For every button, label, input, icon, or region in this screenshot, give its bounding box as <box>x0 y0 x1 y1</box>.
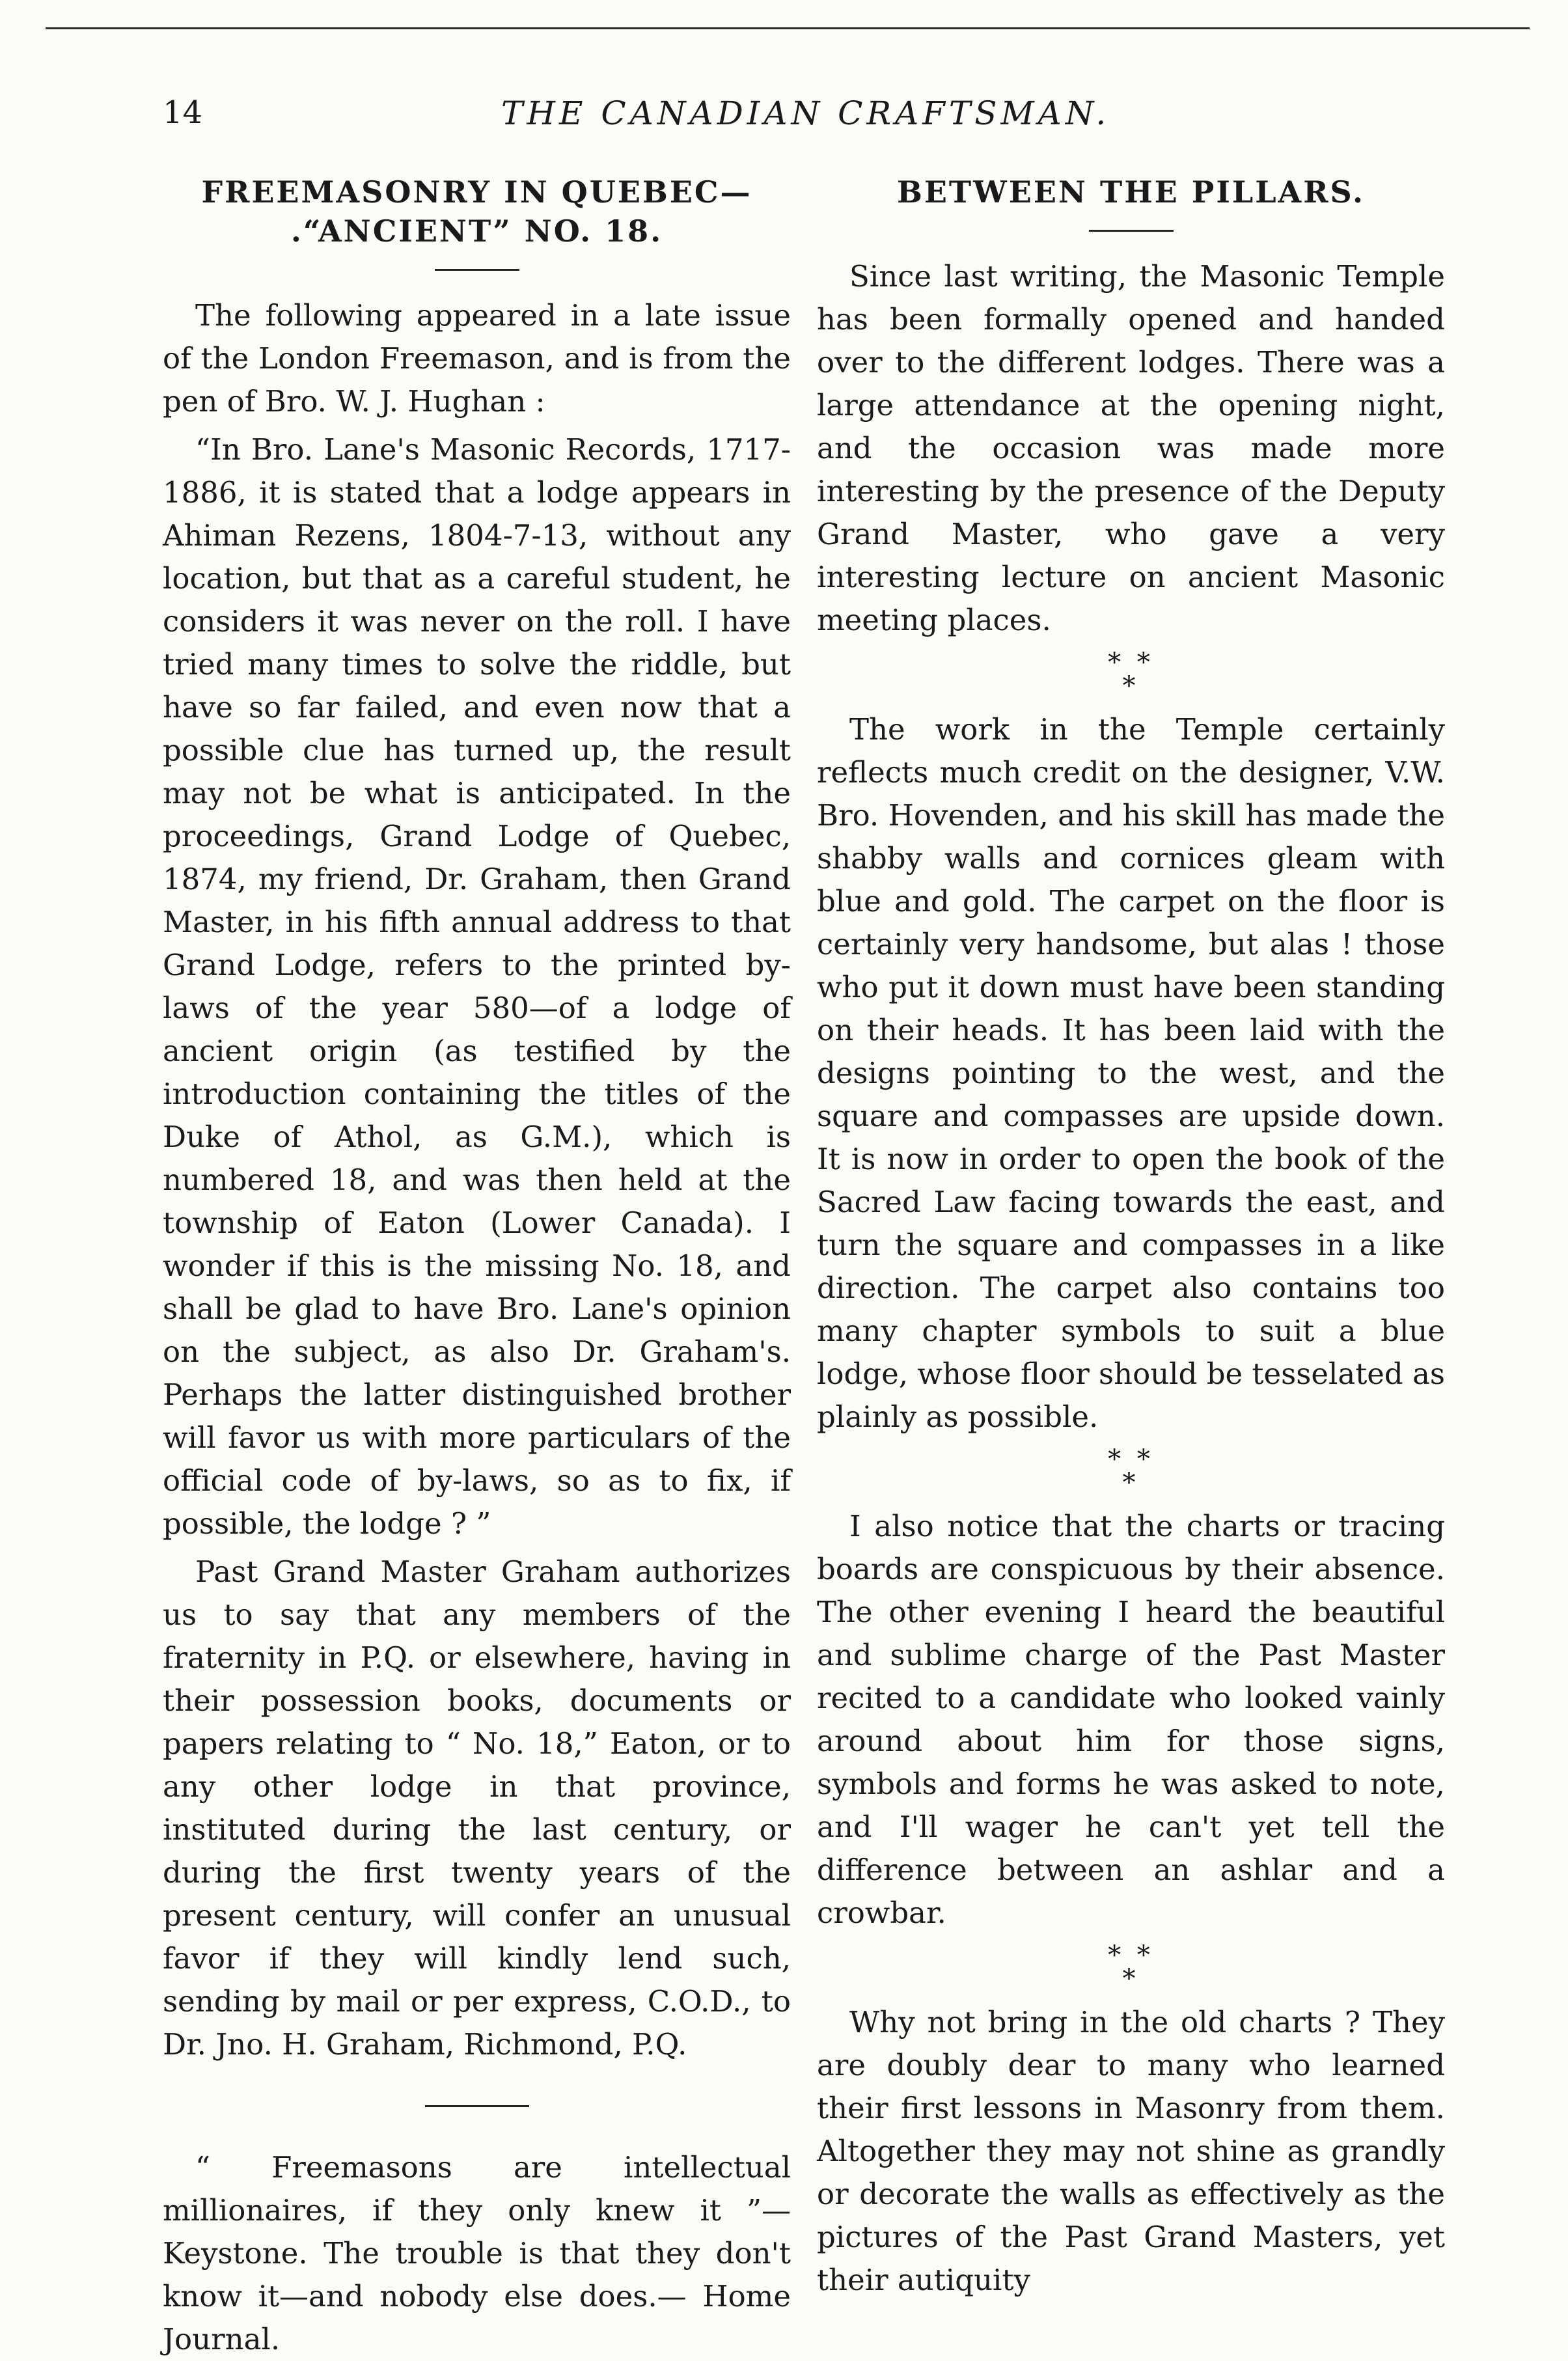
headline-rule <box>435 269 519 271</box>
article-headline-quebec <box>163 173 791 251</box>
right-column <box>817 173 1445 2302</box>
asterism-divider: * * * <box>1108 1444 1154 1498</box>
page-header <box>163 94 1465 146</box>
asterism-divider: * * * <box>1108 648 1154 701</box>
top-rule <box>46 27 1530 29</box>
old-charts-paragraph: Why not bring in the old charts ? They are doubly dear to many who learned their first lessons in Masonry from them. Altogether they may not shine as grandly or decorate the walls as effectively as the pictures of the Past Grand Masters, yet their autiquity <box>817 2005 1445 2297</box>
temple-paragraph: Since last writing, the Masonic Temple has been formally opened and handed over to the different lodges. There was a large attendance at the opening night, and the occasion was made more interesting by the presence of the Deputy Grand Master, who gave a very interesting lecture on ancient Masonic meeting places. <box>817 259 1445 637</box>
section-rule <box>425 2105 529 2107</box>
left-column <box>163 173 791 2361</box>
headline-rule <box>1089 230 1174 232</box>
page-number: 14 <box>163 94 203 131</box>
carpet-paragraph: The work in the Temple certainly reflects much credit on the designer, V.W. Bro. Hovenden, and his skill has made the shabby walls and cornices gleam with blue and gold. The carpet on the floor is certainly very handsome, but alas ! those who put it down must have been standing on their heads. It has been laid with the designs pointing to the west, and the square and compasses are upside down. It is now in order to open the book of the Sacred Law facing towards the east, and turn the square and compasses in a like direction. The carpet also contains too many chapter symbols to suit a blue lodge, whose floor should be tesselated as plainly as possible. <box>817 712 1445 1434</box>
article-headline-pillars: BETWEEN THE PILLARS. <box>896 174 1366 210</box>
keystone-quote: “ Freemasons are intellectual millionaires, if they only knew it ”—Keystone. The trouble is that they don't know it—and nobody else does.— Home Journal. <box>163 2150 791 2356</box>
asterism-divider: * * * <box>1108 1940 1154 1994</box>
graham-paragraph: Past Grand Master Graham authorizes us to say that any members of the fraternity in P.Q. or elsewhere, having in their possession books, documents or papers relating to “ No. 18,” Eaton, or to any other lodge in that province, instituted during the last century, or during the first twenty years of the present century, will confer an unusual favor if they will kindly lend such, sending by mail or per express, C.O.D., to Dr. Jno. H. Graham, Richmond, P.Q. <box>163 1554 791 2062</box>
publication-title: THE CANADIAN CRAFTSMAN. <box>501 94 1110 132</box>
hughan-quote-paragraph: “In Bro. Lane's Masonic Records, 1717-1886, it is stated that a lodge appears in Ahiman Rezens, 1804-7-13, without any location, but that as a careful student, he considers it was never on the roll. I have tried many times to solve the riddle, but have so far failed, and even now that a possible clue has turned up, the result may not be what is anticipated. In the proceedings, Grand Lodge of Quebec, 1874, my friend, Dr. Graham, then Grand Master, in his fifth annual address to that Grand Lodge, refers to the printed by-laws of the year 580—of a lodge of ancient origin (as testified by the introduction containing the titles of the Duke of Athol, as G.M.), which is numbered 18, and was then held at the township of Eaton (Lower Canada). I wonder if this is the missing No. 18, and shall be glad to have Bro. Lane's opinion on the subject, as also Dr. Graham's. Perhaps the latter distinguished brother will favor us with more particulars of the official code of by-laws, so as to fix, if possible, the lodge ? ” <box>163 432 791 1541</box>
headline-line-1: FREEMASONRY IN QUEBEC— <box>201 174 752 210</box>
tracing-boards-paragraph: I also notice that the charts or tracing boards are conspicuous by their absence. The other evening I heard the beautiful and sublime charge of the Past Master recited to a candidate who looked vainly around about him for those signs, symbols and forms he was asked to note, and I'll wager he can't yet tell the difference between an ashlar and a crowbar. <box>817 1509 1445 1930</box>
intro-paragraph: The following appeared in a late issue of the London Freemason, and is from the pen of Bro. W. J. Hughan : <box>163 298 791 419</box>
headline-line-2: .“ANCIENT” NO. 18. <box>290 214 663 249</box>
